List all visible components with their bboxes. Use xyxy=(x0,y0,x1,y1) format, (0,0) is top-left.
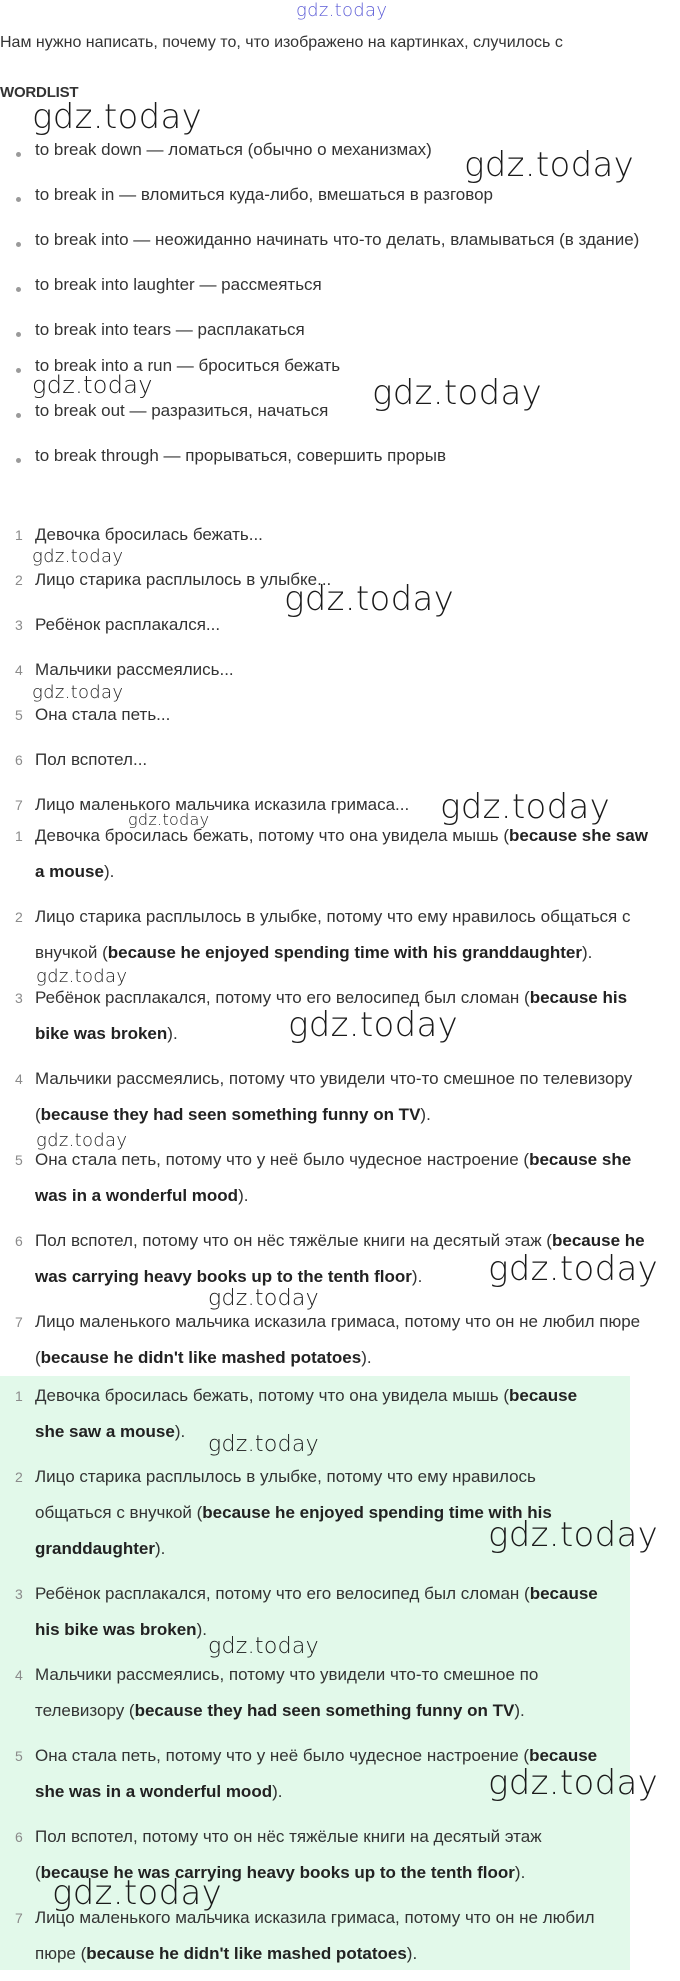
watermark: gdz.today xyxy=(208,1432,319,1457)
item-number: 6 xyxy=(15,1233,23,1249)
answer-en: because she was in a wonderful mood xyxy=(35,1150,632,1205)
item-number: 7 xyxy=(15,797,23,813)
watermark: gdz.today xyxy=(36,1130,128,1151)
watermark: gdz.today xyxy=(288,1005,459,1045)
watermark: gdz.today xyxy=(208,1634,319,1659)
watermark: gdz.today xyxy=(372,373,543,413)
answer-end: ). xyxy=(174,1422,186,1441)
answer-ru: Лицо маленького мальчика исказила гримаса, потому что он не любил пюре ( xyxy=(35,1312,641,1367)
wordlist-item: to break into laughter — рассмеяться xyxy=(0,267,660,303)
answer-end: ). xyxy=(420,1105,431,1124)
prompt-item xyxy=(0,520,660,550)
prompt-item xyxy=(0,565,660,595)
answer-ru: Девочка бросилась бежать, потому что она увидела мышь ( xyxy=(35,826,509,845)
answer-item xyxy=(0,1223,650,1295)
watermark: gdz.today xyxy=(488,1249,659,1289)
watermark: gdz.today xyxy=(488,1763,659,1803)
answer-ru: Лицо старика расплылось в улыбке, потому что ему нравилось общаться с внучкой ( xyxy=(35,907,631,962)
item-number: 3 xyxy=(15,617,23,633)
answer-item xyxy=(0,1142,650,1214)
item-number: 1 xyxy=(15,1388,23,1404)
answer-end: ). xyxy=(361,1348,372,1367)
item-number: 2 xyxy=(15,1469,23,1485)
answer-ru: Мальчики рассмеялись, потому что увидели что-то смешное по телевизору ( xyxy=(35,1069,633,1124)
answer-end: ). xyxy=(514,1863,526,1882)
prompt-text: Лицо маленького мальчика исказила гримаса... xyxy=(35,795,410,814)
answer-end: ). xyxy=(167,1024,178,1043)
item-number: 3 xyxy=(15,990,23,1006)
watermark: gdz.today xyxy=(32,97,203,137)
wordlist-item: to break into — неожиданно начинать что-то делать, вламываться (в здание) xyxy=(0,222,660,258)
item-number: 3 xyxy=(15,1586,23,1602)
task-text: Нам нужно написать, почему то, что изображено на картинках, случилось с xyxy=(0,34,563,51)
item-number: 6 xyxy=(15,1829,23,1845)
item-number: 5 xyxy=(15,1748,23,1764)
answer-ru: Девочка бросилась бежать, потому что она увидела мышь ( xyxy=(35,1386,509,1405)
prompt-list xyxy=(0,520,660,835)
answer-en: because he didn't like mashed potatoes xyxy=(86,1944,407,1963)
answer-item xyxy=(0,1061,650,1133)
prompt-text: Пол вспотел... xyxy=(35,750,148,769)
prompt-item xyxy=(0,700,660,730)
answer-end: ). xyxy=(196,1620,207,1639)
watermark: gdz.today xyxy=(36,966,128,987)
watermark: gdz.today xyxy=(284,579,455,619)
wordlist-item: to break into a run — броситься бежать xyxy=(0,348,660,384)
answer-list xyxy=(0,818,650,1385)
answer-en: because his bike was broken xyxy=(35,988,628,1043)
answer-item xyxy=(0,899,650,971)
item-number: 7 xyxy=(15,1910,23,1926)
prompt-text: Девочка бросилась бежать... xyxy=(35,525,263,544)
item-number: 5 xyxy=(15,707,23,723)
answer-en: because his bike was broken xyxy=(35,1584,598,1639)
answer-end: ). xyxy=(154,1539,166,1558)
watermark-top: gdz.today xyxy=(296,0,388,21)
prompt-text: Мальчики рассмеялись... xyxy=(35,660,234,679)
watermark: gdz.today xyxy=(464,145,635,185)
watermark: gdz.today xyxy=(32,371,153,399)
answer-ru: Лицо старика расплылось в улыбке, потому что ему нравилось общаться с внучкой ( xyxy=(35,1467,536,1522)
answer-end: ). xyxy=(406,1944,418,1963)
item-number: 4 xyxy=(15,1071,23,1087)
answer-en: because he was carrying heavy books up to the tenth floor xyxy=(35,1231,645,1286)
wordlist xyxy=(0,132,660,474)
wordlist-item: to break in — вломиться куда-либо, вмешаться в разговор xyxy=(0,177,660,213)
answer-ru: Ребёнок расплакался, потому что его велосипед был сломан ( xyxy=(35,1584,530,1603)
answer-ru: Она стала петь, потому что у неё было чудесное настроение ( xyxy=(35,1746,530,1765)
wordlist-title: WORDLIST xyxy=(0,84,79,101)
item-number: 1 xyxy=(15,527,23,543)
item-number: 1 xyxy=(15,828,23,844)
wordlist-item: to break down — ломаться (обычно о механизмах) xyxy=(0,132,660,168)
watermark: gdz.today xyxy=(440,787,611,827)
answer-item xyxy=(0,818,650,890)
watermark: gdz.today xyxy=(52,1873,223,1913)
prompt-text: Лицо старика расплылось в улыбке... xyxy=(35,570,332,589)
answer-ru: Ребёнок расплакался, потому что его велосипед был сломан ( xyxy=(35,988,530,1007)
wordlist-item: to break through — прорываться, совершить прорыв xyxy=(0,438,660,474)
item-number: 2 xyxy=(15,909,23,925)
item-number: 4 xyxy=(15,662,23,678)
answer-ru: Мальчики рассмеялись, потому что увидели что-то смешное по телевизору ( xyxy=(35,1665,539,1720)
answer-en: because she saw a mouse xyxy=(35,826,648,881)
answer-end: ). xyxy=(272,1782,283,1801)
watermark: gdz.today xyxy=(32,546,124,567)
answer-en: because she was in a wonderful mood xyxy=(35,1746,598,1801)
answer-ru: Лицо маленького мальчика исказила гримаса, потому что он не любил пюре ( xyxy=(35,1908,595,1963)
answer-end: ). xyxy=(514,1701,525,1720)
answer-en: because they had seen something funny on TV xyxy=(134,1701,515,1720)
prompt-text: Ребёнок расплакался... xyxy=(35,615,221,634)
answer-ru: Она стала петь, потому что у неё было чудесное настроение ( xyxy=(35,1150,530,1169)
wordlist-item: to break into tears — расплакаться xyxy=(0,312,660,348)
prompt-item xyxy=(0,655,660,685)
answer-en: because he enjoyed spending time with his granddaughter xyxy=(35,1503,552,1558)
prompt-item xyxy=(0,610,660,640)
answer-ru: Пол вспотел, потому что он нёс тяжёлые книги на десятый этаж ( xyxy=(35,1231,552,1250)
watermark: gdz.today xyxy=(488,1515,659,1555)
watermark: gdz.today xyxy=(128,810,210,829)
item-number: 4 xyxy=(15,1667,23,1683)
answer-en: because he was carrying heavy books up to the tenth floor xyxy=(40,1863,515,1882)
answer-en: because they had seen something funny on TV xyxy=(40,1105,421,1124)
wordlist-item: to break out — разразиться, начаться xyxy=(0,393,660,429)
answer-item xyxy=(0,980,650,1052)
answer-en: because he enjoyed spending time with his granddaughter xyxy=(107,943,582,962)
prompt-item xyxy=(0,790,660,820)
answer-end: ). xyxy=(581,943,593,962)
answer-item xyxy=(0,1304,650,1376)
answer-end: ). xyxy=(411,1267,423,1286)
answer-item xyxy=(0,1657,600,1729)
watermark: gdz.today xyxy=(208,1286,319,1311)
item-number: 6 xyxy=(15,752,23,768)
item-number: 2 xyxy=(15,572,23,588)
answer-en: because he didn't like mashed potatoes xyxy=(40,1348,362,1367)
watermark: gdz.today xyxy=(32,682,124,703)
answer-ru: Пол вспотел, потому что он нёс тяжёлые книги на десятый этаж ( xyxy=(35,1827,542,1882)
answer-en: because she saw a mouse xyxy=(35,1386,578,1441)
prompt-text: Она стала петь... xyxy=(35,705,171,724)
answer-end: ). xyxy=(103,862,115,881)
item-number: 7 xyxy=(15,1314,23,1330)
item-number: 5 xyxy=(15,1152,23,1168)
prompt-item xyxy=(0,745,660,775)
answer-end: ). xyxy=(238,1186,249,1205)
